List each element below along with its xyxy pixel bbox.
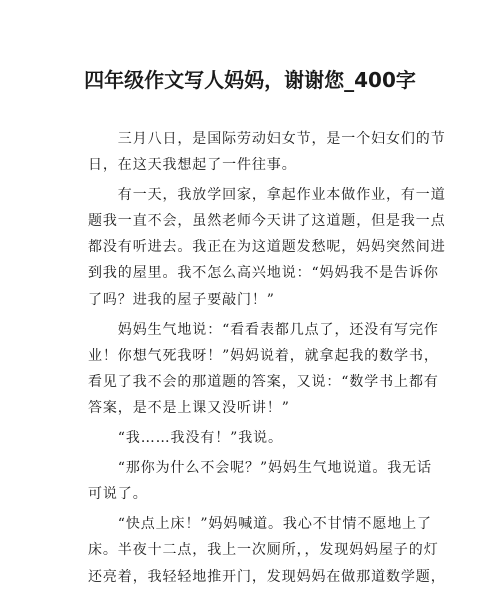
text-line: 日，在这天我想起了一件往事。 — [88, 157, 297, 174]
text-line: 可说了。 — [88, 486, 148, 503]
paragraph — [88, 182, 446, 312]
text-line: 题我一直不会，虽然老师今天讲了这道题，但是我一点 — [88, 213, 446, 230]
text-line: 答案，是不是上课又没听讲！” — [88, 399, 290, 416]
paragraph — [88, 317, 439, 421]
text-line: “我……我没有！”我说。 — [88, 430, 283, 447]
text-line: 有一天，我放学回家，拿起作业本做作业，有一道 — [88, 187, 446, 204]
text-line: “快点上床！”妈妈喊道。我心不甘情不愿地上了 — [88, 516, 432, 533]
text-line: 业！你想气死我呀！”妈妈说着，就拿起我的数学书， — [88, 347, 439, 364]
text-line: 妈妈生气地说：“看看表都几点了，还没有写完作 — [88, 321, 439, 338]
text-line: 都没有听进去。我正在为这道题发愁呢，妈妈突然间进 — [88, 239, 446, 256]
text-line: 看见了我不会的那道题的答案，又说：“数学书上都有 — [88, 373, 439, 390]
paragraph — [88, 425, 422, 451]
text-line: “那你为什么不会呢？”妈妈生气地说道。我无话 — [88, 460, 432, 477]
text-line: 床。半夜十二点，我上一次厕所，，发现妈妈屋子的灯 — [88, 542, 439, 559]
paragraph — [88, 511, 446, 589]
text-line: 到我的屋里。我不怎么高兴地说：“妈妈我不是告诉你 — [88, 265, 439, 282]
document-title: 四年级作文写人妈妈，谢谢您_400字 — [84, 68, 416, 92]
text-line: 还亮着，我轻轻地推开门，发现妈妈在做那道数学题， — [88, 568, 446, 585]
document-body — [88, 126, 446, 590]
text-line: 了吗？进我的屋子要敲门！” — [88, 291, 275, 308]
paragraph — [88, 126, 446, 178]
text-line: 三月八日，是国际劳动妇女节，是一个妇女们的节 — [88, 131, 446, 147]
paragraph — [88, 455, 432, 507]
